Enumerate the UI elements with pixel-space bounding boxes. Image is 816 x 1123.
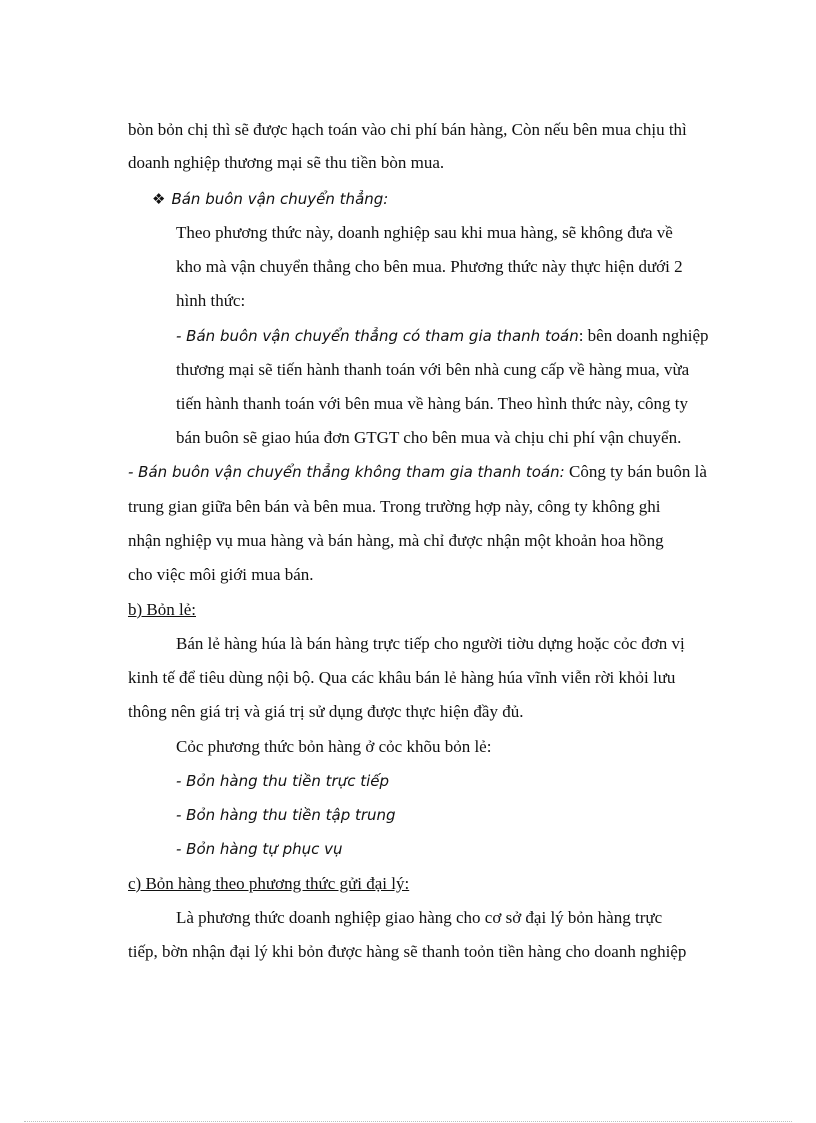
body-line: kho mà vận chuyển thẳng cho bên mua. Phương thức này thực hiện dưới 2 <box>176 257 683 276</box>
method-item: - Bỏn hàng thu tiền trực tiếp <box>176 772 390 790</box>
section-title: Bán buôn vận chuyển thẳng: <box>171 190 389 208</box>
methods-intro: Cỏc phương thức bỏn hàng ở cỏc khõu bỏn lẻ: <box>176 737 492 756</box>
diamond-bullet-icon: ❖ <box>152 190 166 208</box>
method-item: - Bỏn hàng thu tiền tập trung <box>176 806 396 824</box>
body-line: nhận nghiệp vụ mua hàng và bán hàng, mà chỉ được nhận một khoản hoa hồng <box>128 531 664 550</box>
subsection-text: Công ty bán buôn là <box>564 462 707 481</box>
body-line: Là phương thức doanh nghiệp giao hàng cho cơ sở đại lý bỏn hàng trực <box>176 908 663 927</box>
heading-b: b) Bỏn lẻ: <box>128 600 196 619</box>
page-bottom-divider <box>24 1121 792 1122</box>
subsection-title: - Bán buôn vận chuyển thẳng có tham gia thanh toán <box>176 327 579 345</box>
body-line: Theo phương thức này, doanh nghiệp sau khi mua hàng, sẽ không đưa về <box>176 223 673 242</box>
subsection-text: : bên doanh nghiệp <box>578 326 709 345</box>
section-heading-bullet <box>152 188 388 210</box>
body-line: kinh tế để tiêu dùng nội bộ. Qua các khâu bán lẻ hàng húa vĩnh viễn rời khỏi lưu <box>128 668 676 687</box>
subsection-line <box>128 461 707 483</box>
body-line: bòn bỏn chị thì sẽ được hạch toán vào chi phí bán hàng, Còn nếu bên mua chịu thì <box>128 120 687 139</box>
method-item: - Bỏn hàng tự phục vụ <box>176 840 343 858</box>
body-line: thương mại sẽ tiến hành thanh toán với bên nhà cung cấp về hàng mua, vừa <box>176 360 690 379</box>
body-line: cho việc môi giới mua bán. <box>128 565 314 584</box>
subsection-title: - Bán buôn vận chuyển thẳng không tham gia thanh toán: <box>128 463 565 481</box>
body-line: tiếp, bờn nhận đại lý khi bỏn được hàng sẽ thanh toỏn tiền hàng cho doanh nghiệp <box>128 942 687 961</box>
body-line: Bán lẻ hàng húa là bán hàng trực tiếp cho người tiờu dựng hoặc cỏc đơn vị <box>176 634 685 653</box>
body-line: hình thức: <box>176 291 246 310</box>
body-line: trung gian giữa bên bán và bên mua. Trong trường hợp này, công ty không ghi <box>128 497 661 516</box>
body-line: doanh nghiệp thương mại sẽ thu tiền bòn mua. <box>128 153 445 172</box>
body-line: thông nên giá trị và giá trị sử dụng được thực hiện đầy đủ. <box>128 702 524 721</box>
body-line: bán buôn sẽ giao húa đơn GTGT cho bên mua và chịu chi phí vận chuyển. <box>176 428 682 447</box>
subsection-line <box>176 325 709 347</box>
heading-c: c) Bỏn hàng theo phương thức gửi đại lý: <box>128 874 410 893</box>
body-line: tiến hành thanh toán với bên mua về hàng bán. Theo hình thức này, công ty <box>176 394 689 413</box>
